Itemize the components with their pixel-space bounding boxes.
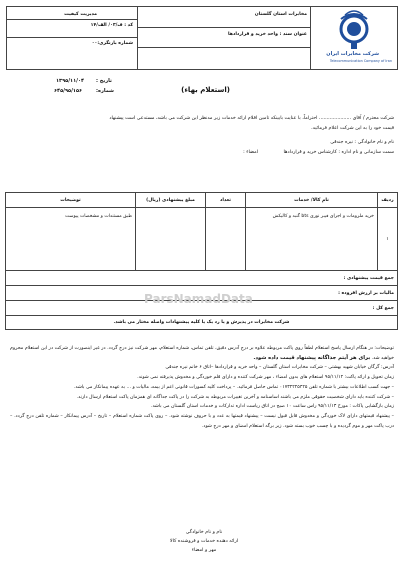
org-name: مخابرات استان گلستان — [254, 12, 307, 17]
column-header: تعداد — [206, 193, 246, 208]
instruction-7: – پیشنهاد قیمتهای دارای لاک خوردگی و مخدوش قابل قبول نیست – پیشنهاد قیمتها به عدد و با حروف نوشته شود. – روی پاکت شماره استعلام – تاریخ – آدرس پیمانکار – شماره تلفن درج گردد. –درب پاکت مهر و موم گردیده و با چسب خوب بسته شود. زیر برگه استعلام امضای و مهر درج شود. — [10, 413, 394, 429]
item-price[interactable] — [136, 208, 206, 271]
item-qty[interactable] — [206, 208, 246, 271]
quote-table — [5, 192, 398, 330]
dept-name: مدیریت کیفیت — [64, 12, 97, 17]
total-row — [6, 271, 398, 286]
column-header: ردیف — [378, 193, 398, 208]
column-header: توضیحات — [6, 193, 136, 208]
item-description: طبق مستندات و مشخصات پیوست — [6, 208, 136, 271]
header-left — [7, 7, 137, 69]
table-row — [6, 208, 398, 271]
footer-line-3: مهر و امضاء — [191, 548, 217, 553]
logo-caption-en: Telecommunication Company of Iran — [329, 59, 392, 63]
table-header-row — [6, 193, 398, 208]
instructions — [10, 344, 394, 431]
table-note: شرکت مخابرات در پذیرش و یا رد یک یا کلیه پیشنهادات واصله مختار می باشد. — [6, 316, 398, 330]
header-middle — [137, 7, 311, 69]
document-code: کد : ف/۰۳/ الف/۱۴ — [90, 23, 133, 28]
document-subject: عنوان سند : واحد خرید و قراردادها — [228, 32, 307, 37]
vendor-signature-block — [144, 528, 264, 555]
row-index: ۱ — [378, 208, 398, 271]
instruction-2: آدرس: گرگان خیابان شهید بهشتی – شرکت مخابرات استان گلستان – واحد خرید و قراردادها –اتاق ۶ خانم نیره جندقی — [165, 365, 394, 371]
document-title: (استعلام بهاء) — [181, 86, 230, 94]
grand-total-label: جمع کل : — [6, 301, 398, 316]
instruction-1: توضیحات: در هنگام ارسال پاسخ استعلام لطفاً روی پاکت مربوطه علاوه بر درج آدرس دقیق، تلفن تماس، شماره استعلام، مهر شرکت نیز درج گردد. در غیر اینصورت از شرکت در این استعلام محروم خواهید شد. — [10, 346, 394, 361]
vat-label: مالیات بر ارزش افزوده : — [6, 286, 398, 301]
footer-line-2: ارائه دهنده خدمات و فروشنده کالا — [169, 539, 239, 544]
logo-caption: شرکت مخابرات ایران — [326, 51, 379, 57]
instruction-4: – جهت کسب اطلاعات بیشتر با شماره تلفن ۰۱۷۳۲۲۲۵۴۲۵ تماس حاصل فرمائید. – پرداخت کلیه کسورات قانونی اعم از بیمه، مالیات و ... به عهده پیمانکار می باشد. — [73, 384, 394, 390]
contact-position: سمت سازمانی و نام اداره : کارشناس خرید و قراردادها — [283, 150, 394, 155]
greeting-line: شرکت محترم / آقای ..................... احتراماً، با عنایت بایینکه تامین اقلام ارائه خدمات زیر مدنظر این شرکت می باشد، مستدعی است پیشنهاد — [109, 116, 394, 121]
logo-area — [311, 7, 397, 69]
column-header: نام کالا/ خدمات — [246, 193, 378, 208]
signature-label: امضاء : — [243, 150, 258, 155]
footer-line-1: نام و نام خانوادگی — [185, 530, 223, 535]
greeting-line-2: قیمت خود را به این شرکت اعلام فرمائید. — [311, 126, 394, 131]
revision-number: شماره بازنگری:۰۰ — [91, 41, 133, 46]
total-label: جمع قیمت پیشنهادی : — [6, 271, 398, 286]
instruction-5: – شرکت کننده باید دارای شخصیت حقوقی ملزم می باشند اساسنامه و آخرین تغییرات مربوطه به شرکت را در پاکت جداگانه ای همزمان پاکت استعلام ارسال دارند. — [76, 394, 394, 400]
number-value: ۶۴۵/۹۵/۱۵۶ — [54, 88, 83, 94]
table-note-row — [6, 316, 398, 330]
instruction-3: زمان تحویل و ارائه پاکت: ۹۵/۱۱/۱۲ استعلام های بدون امضاء ، مهر شرکت کننده و دارای قلم خوردگی و مخدوش پذیرفته نمی شوند. — [137, 375, 394, 381]
number-label: شماره: — [96, 88, 114, 94]
date-label: تاریخ : — [96, 78, 112, 84]
item-name: خرید ملزومات و اجرای فیبر نوری bts گنبد و کالیکش — [246, 208, 378, 271]
contact-name: نام و نام خانوادگی : نیره جندقی — [330, 140, 394, 145]
instruction-1-bold: برای هر آیتم جداگانه پیشنهاد قیمت داده شود. — [253, 354, 371, 361]
document-header — [6, 6, 398, 70]
instruction-6: زمان بازگشایی پاکات : مورخ ۹۵/۱۱/۱۳ راس ساعت ۱۰ صبح در اتاق ریاست اداره تدارکات و خدمات استان گلستان می باشد. — [150, 404, 394, 410]
column-header: مبلغ پیشنهادی (ریال) — [136, 193, 206, 208]
watermark: ParsNamadData — [144, 292, 253, 306]
date-value: ۱۳۹۵/۱۱/۰۴ — [56, 78, 85, 84]
document-page — [6, 6, 398, 570]
